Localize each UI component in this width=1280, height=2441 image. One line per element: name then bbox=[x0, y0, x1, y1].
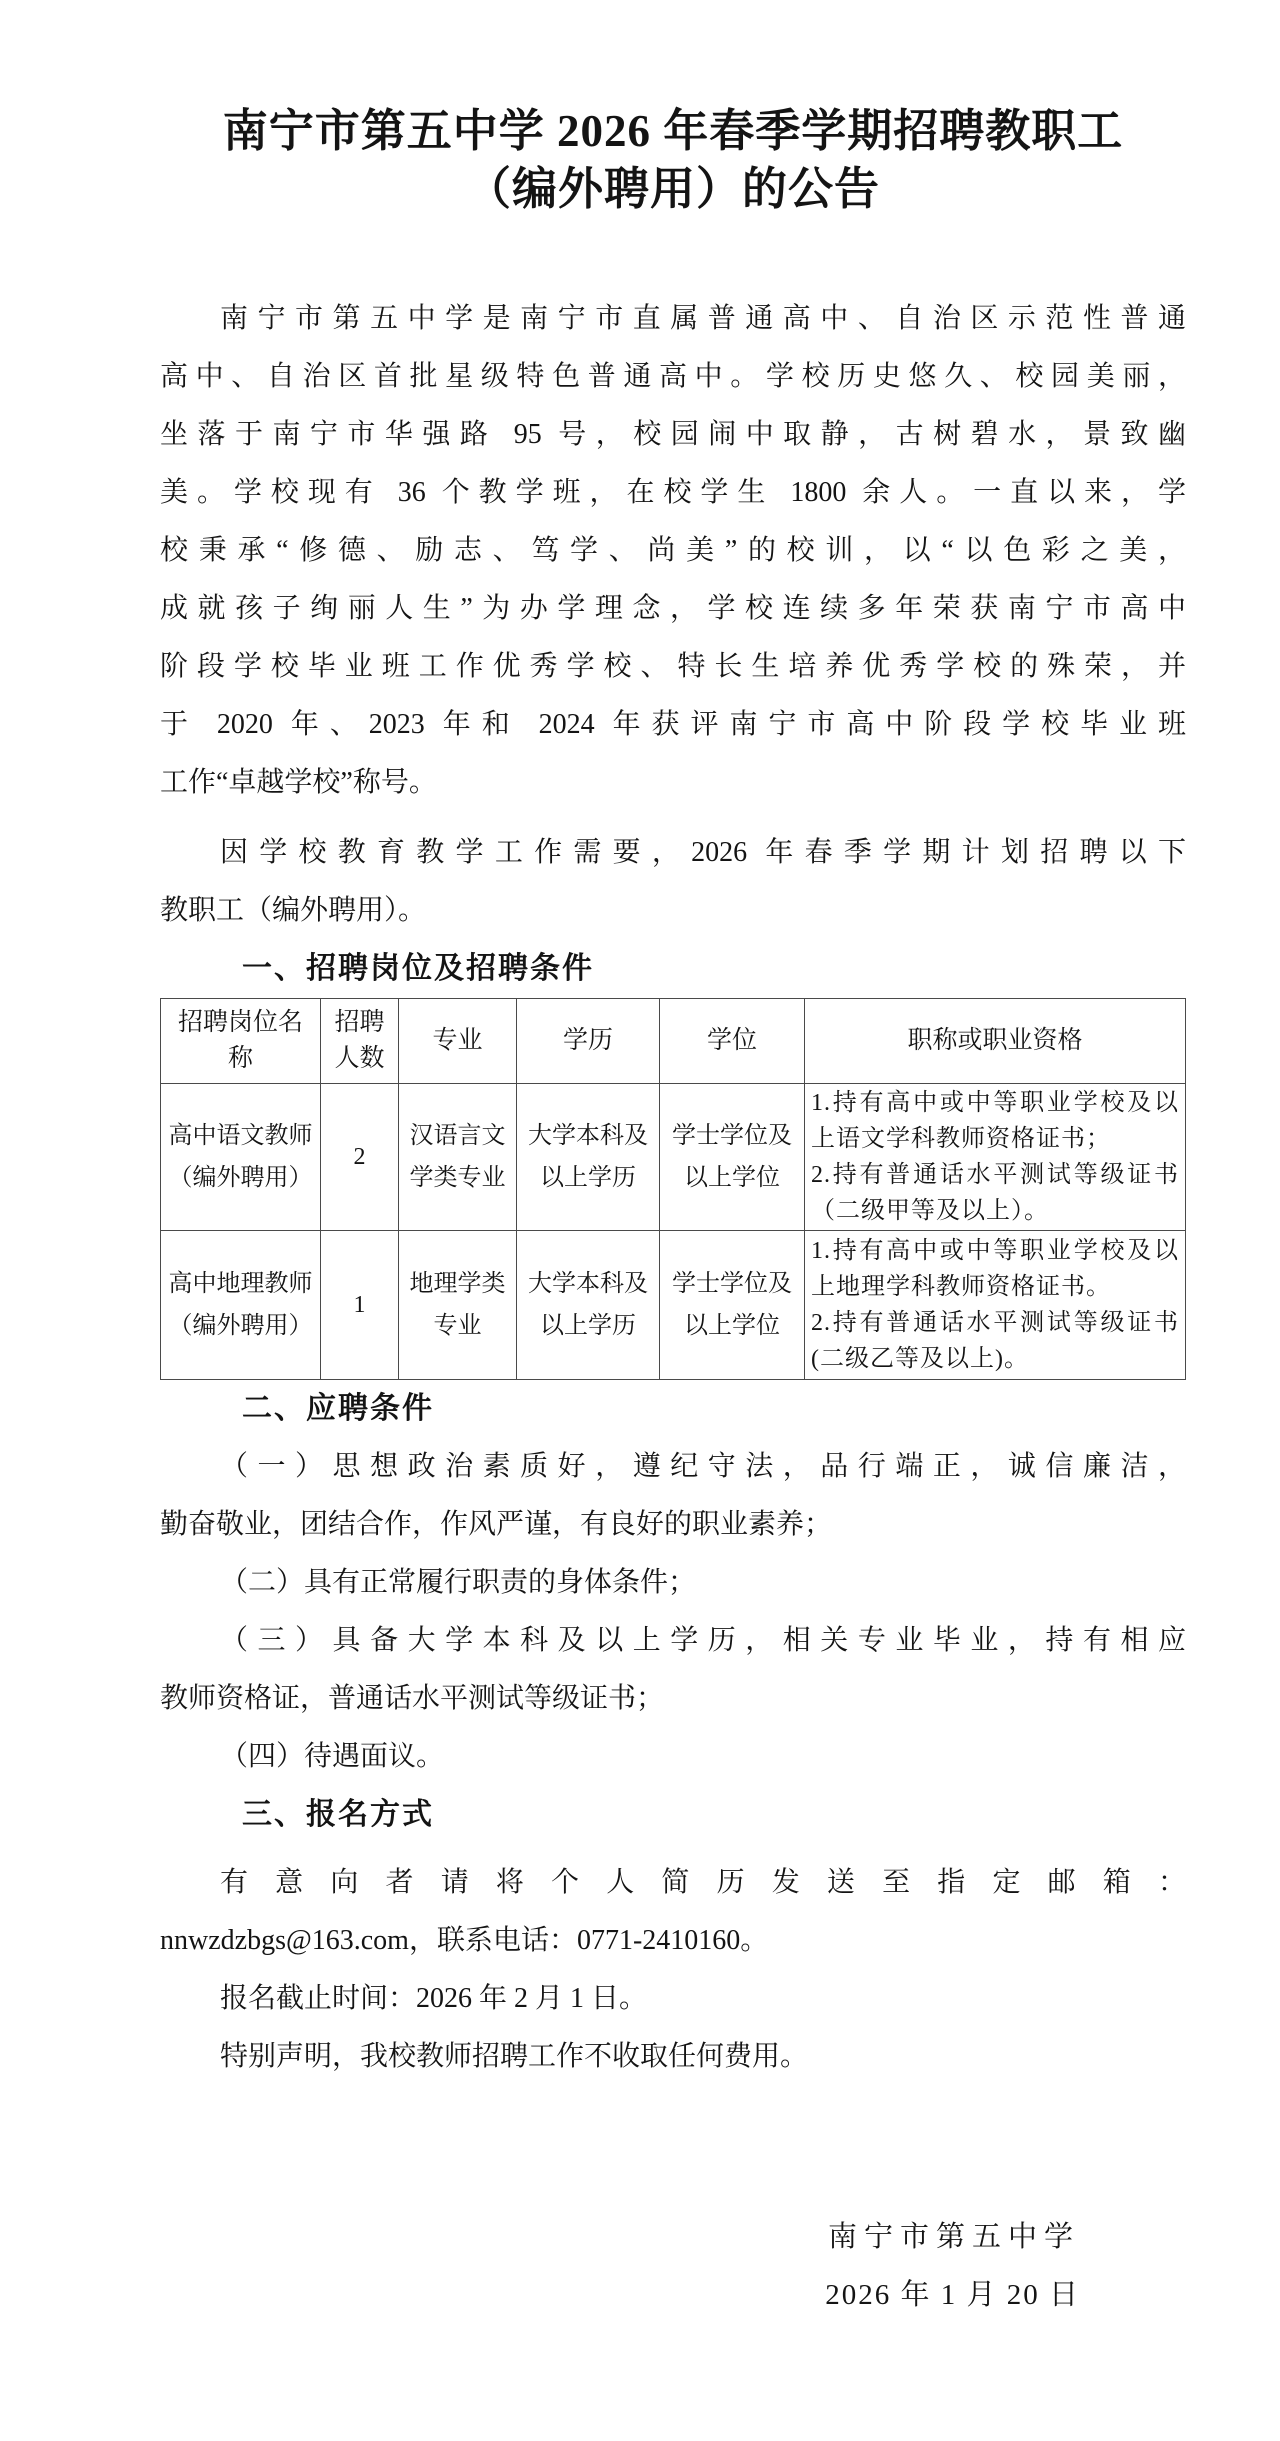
title-line-2: （编外聘用）的公告 bbox=[465, 164, 880, 214]
cell-degree: 学士学位及以上学位 bbox=[660, 1084, 805, 1231]
qualification-item: 2.持有普通话水平测试等级证书（二级甲等及以上）。 bbox=[811, 1162, 1179, 1224]
text-line: （三）具备大学本科及以上学历，相关专业毕业，持有相应 bbox=[220, 1625, 1186, 1656]
title-line-1: 南宁市第五中学 2026 年春季学期招聘教职工 bbox=[222, 106, 1124, 156]
text-line: 阶段学校毕业班工作优秀学校、特长生培养优秀学校的殊荣，并 bbox=[160, 651, 1186, 682]
text-line: （一）思想政治素质好，遵纪守法，品行端正，诚信廉洁， bbox=[220, 1451, 1186, 1482]
condition-item-2 bbox=[160, 1554, 1186, 1612]
cell-degree: 学士学位及以上学位 bbox=[660, 1231, 805, 1380]
qualification-item: 1.持有高中或中等职业学校及以上语文学科教师资格证书； bbox=[811, 1090, 1179, 1152]
table-header-row bbox=[161, 999, 1186, 1084]
text-line: 有意向者请将个人简历发送至指定邮箱： bbox=[220, 1867, 1186, 1898]
cell-education: 大学本科及以上学历 bbox=[517, 1231, 660, 1380]
text-line: 工作“卓越学校”称号。 bbox=[160, 767, 437, 798]
text-line: 因学校教育教学工作需要，2026 年春季学期计划招聘以下 bbox=[220, 837, 1186, 868]
apply-paragraph-1 bbox=[160, 1854, 1186, 1970]
text-line: 成就孩子绚丽人生”为办学理念，学校连续多年荣获南宁市高中 bbox=[160, 593, 1186, 624]
qualification-item: 2.持有普通话水平测试等级证书(二级乙等及以上)。 bbox=[811, 1310, 1179, 1372]
qualification-item: 1.持有高中或中等职业学校及以上地理学科教师资格证书。 bbox=[811, 1238, 1179, 1300]
deadline-line: 报名截止时间：2026 年 2 月 1 日。 bbox=[220, 1983, 648, 2014]
condition-item-3 bbox=[160, 1612, 1186, 1728]
recruitment-table bbox=[160, 998, 1186, 1380]
signature-block bbox=[160, 2208, 1186, 2324]
cell-count: 1 bbox=[321, 1231, 399, 1380]
intro-paragraph-2 bbox=[160, 824, 1186, 940]
cell-major: 地理学类专业 bbox=[399, 1231, 517, 1380]
cell-position: 高中地理教师（编外聘用） bbox=[161, 1231, 321, 1380]
document-content bbox=[160, 102, 1186, 2324]
email-and-phone-line: nnwzdzbgs@163.com，联系电话：0771-2410160。 bbox=[160, 1925, 769, 1956]
text-line: 教师资格证，普通话水平测试等级证书； bbox=[160, 1683, 665, 1714]
table-row bbox=[161, 1084, 1186, 1231]
text-line: 南宁市第五中学是南宁市直属普通高中、自治区示范性普通 bbox=[220, 303, 1186, 334]
col-header-major: 专业 bbox=[399, 999, 517, 1084]
condition-item-1 bbox=[160, 1438, 1186, 1554]
table-row bbox=[161, 1231, 1186, 1380]
section-heading-3: 三、报名方式 bbox=[242, 1798, 434, 1831]
cell-qualification bbox=[805, 1084, 1186, 1231]
cell-education: 大学本科及以上学历 bbox=[517, 1084, 660, 1231]
section-heading-1: 一、招聘岗位及招聘条件 bbox=[242, 952, 594, 985]
text-line: 坐落于南宁市华强路 95 号，校园闹中取静，古树碧水，景致幽 bbox=[160, 419, 1186, 450]
text-line: 高中、自治区首批星级特色普通高中。学校历史悠久、校园美丽， bbox=[160, 361, 1186, 392]
text-line: （四）待遇面议。 bbox=[220, 1741, 445, 1772]
cell-position: 高中语文教师（编外聘用） bbox=[161, 1084, 321, 1231]
text-line: 于 2020 年、2023 年和 2024 年获评南宁市高中阶段学校毕业班 bbox=[160, 709, 1186, 740]
text-line: 教职工（编外聘用）。 bbox=[160, 895, 427, 926]
text-line: 勤奋敬业，团结合作，作风严谨，有良好的职业素养； bbox=[160, 1509, 833, 1540]
col-header-degree: 学位 bbox=[660, 999, 805, 1084]
apply-paragraph-2 bbox=[160, 1970, 1186, 2028]
col-header-position: 招聘岗位名称 bbox=[161, 999, 321, 1084]
cell-qualification bbox=[805, 1231, 1186, 1380]
document-title bbox=[160, 102, 1186, 218]
text-line: 校秉承“修德、励志、笃学、尚美”的校训，以“以色彩之美， bbox=[160, 535, 1186, 566]
col-header-education: 学历 bbox=[517, 999, 660, 1084]
intro-paragraph-1 bbox=[160, 290, 1186, 812]
text-line: 美。学校现有 36 个教学班，在校学生 1800 余人。一直以来，学 bbox=[160, 477, 1186, 508]
disclaimer-line: 特别声明，我校教师招聘工作不收取任何费用。 bbox=[220, 2041, 809, 2072]
cell-count: 2 bbox=[321, 1084, 399, 1231]
col-header-qualification: 职称或职业资格 bbox=[805, 999, 1186, 1084]
apply-paragraph-3 bbox=[160, 2028, 1186, 2086]
col-header-count: 招聘人数 bbox=[321, 999, 399, 1084]
signature-organization: 南宁市第五中学 bbox=[827, 2221, 1080, 2253]
condition-item-4 bbox=[160, 1728, 1186, 1786]
text-line: （二）具有正常履行职责的身体条件； bbox=[220, 1567, 697, 1598]
signature-date: 2026 年 1 月 20 日 bbox=[825, 2279, 1080, 2311]
cell-major: 汉语言文学类专业 bbox=[399, 1084, 517, 1231]
section-heading-2: 二、应聘条件 bbox=[242, 1392, 434, 1425]
